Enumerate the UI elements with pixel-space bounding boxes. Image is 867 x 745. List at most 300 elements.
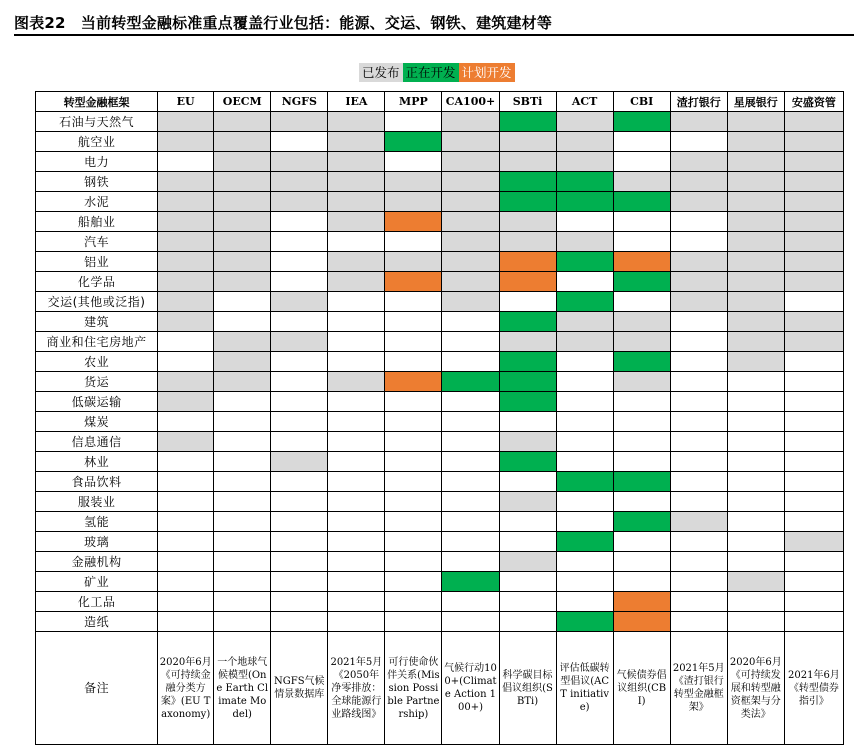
status-cell bbox=[556, 352, 613, 372]
status-cell bbox=[158, 352, 214, 372]
status-cell bbox=[328, 432, 385, 452]
status-cell bbox=[784, 232, 843, 252]
status-cell bbox=[214, 592, 271, 612]
status-cell bbox=[158, 372, 214, 392]
status-cell bbox=[271, 292, 328, 312]
legend bbox=[359, 63, 515, 82]
sector-label: 化学品 bbox=[36, 272, 158, 292]
status-cell bbox=[613, 452, 670, 472]
status-cell bbox=[214, 112, 271, 132]
column-header: CA100+ bbox=[442, 92, 499, 112]
status-cell bbox=[442, 352, 499, 372]
sector-label: 氢能 bbox=[36, 512, 158, 532]
status-cell bbox=[271, 112, 328, 132]
table-row bbox=[36, 452, 844, 472]
status-cell bbox=[727, 112, 784, 132]
status-cell bbox=[556, 312, 613, 332]
status-cell bbox=[385, 452, 442, 472]
status-cell bbox=[328, 492, 385, 512]
status-cell bbox=[784, 532, 843, 552]
status-cell bbox=[385, 572, 442, 592]
column-header: NGFS bbox=[271, 92, 328, 112]
status-cell bbox=[328, 152, 385, 172]
status-cell bbox=[328, 352, 385, 372]
status-cell bbox=[670, 232, 727, 252]
status-cell bbox=[727, 292, 784, 312]
status-cell bbox=[385, 432, 442, 452]
status-cell bbox=[613, 592, 670, 612]
table-row bbox=[36, 532, 844, 552]
status-cell bbox=[727, 612, 784, 632]
status-cell bbox=[158, 312, 214, 332]
status-cell bbox=[613, 252, 670, 272]
table-row bbox=[36, 472, 844, 492]
status-cell bbox=[499, 332, 556, 352]
status-cell bbox=[385, 312, 442, 332]
status-cell bbox=[670, 132, 727, 152]
status-cell bbox=[556, 272, 613, 292]
table-row bbox=[36, 172, 844, 192]
status-cell bbox=[499, 132, 556, 152]
status-cell bbox=[670, 512, 727, 532]
status-cell bbox=[784, 492, 843, 512]
status-cell bbox=[556, 432, 613, 452]
status-cell bbox=[385, 232, 442, 252]
status-cell bbox=[727, 572, 784, 592]
status-cell bbox=[670, 172, 727, 192]
status-cell bbox=[613, 212, 670, 232]
status-cell bbox=[613, 432, 670, 452]
notes-row bbox=[36, 632, 844, 745]
status-cell bbox=[271, 412, 328, 432]
table-row bbox=[36, 572, 844, 592]
note-cell: 2021年6月《转型债券指引》 bbox=[784, 632, 843, 745]
status-cell bbox=[613, 172, 670, 192]
status-cell bbox=[385, 612, 442, 632]
status-cell bbox=[385, 392, 442, 412]
status-cell bbox=[670, 532, 727, 552]
status-cell bbox=[556, 112, 613, 132]
status-cell bbox=[271, 432, 328, 452]
status-cell bbox=[385, 372, 442, 392]
sector-label: 水泥 bbox=[36, 192, 158, 212]
status-cell bbox=[499, 372, 556, 392]
status-cell bbox=[613, 532, 670, 552]
column-header: 渣打银行 bbox=[670, 92, 727, 112]
status-cell bbox=[670, 432, 727, 452]
status-cell bbox=[214, 332, 271, 352]
sector-label: 造纸 bbox=[36, 612, 158, 632]
status-cell bbox=[158, 512, 214, 532]
status-cell bbox=[670, 252, 727, 272]
status-cell bbox=[385, 492, 442, 512]
column-header: CBI bbox=[613, 92, 670, 112]
status-cell bbox=[556, 472, 613, 492]
status-cell bbox=[556, 512, 613, 532]
status-cell bbox=[727, 452, 784, 472]
status-cell bbox=[727, 552, 784, 572]
status-cell bbox=[556, 392, 613, 412]
status-cell bbox=[613, 372, 670, 392]
table-row bbox=[36, 592, 844, 612]
status-cell bbox=[613, 152, 670, 172]
status-cell bbox=[784, 332, 843, 352]
table-row bbox=[36, 132, 844, 152]
status-cell bbox=[556, 492, 613, 512]
table-row bbox=[36, 252, 844, 272]
status-cell bbox=[613, 512, 670, 532]
status-cell bbox=[784, 192, 843, 212]
status-cell bbox=[158, 392, 214, 412]
status-cell bbox=[499, 472, 556, 492]
table-row bbox=[36, 552, 844, 572]
status-cell bbox=[499, 492, 556, 512]
status-cell bbox=[670, 292, 727, 312]
sector-label: 农业 bbox=[36, 352, 158, 372]
table-row bbox=[36, 612, 844, 632]
status-cell bbox=[385, 272, 442, 292]
sector-label: 煤炭 bbox=[36, 412, 158, 432]
status-cell bbox=[613, 412, 670, 432]
figure-title-bar bbox=[14, 10, 854, 36]
status-cell bbox=[727, 592, 784, 612]
sector-label: 化工品 bbox=[36, 592, 158, 612]
status-cell bbox=[670, 612, 727, 632]
table-row bbox=[36, 272, 844, 292]
status-cell bbox=[784, 452, 843, 472]
status-cell bbox=[328, 332, 385, 352]
status-cell bbox=[214, 292, 271, 312]
status-cell bbox=[158, 172, 214, 192]
status-cell bbox=[158, 272, 214, 292]
status-cell bbox=[499, 252, 556, 272]
status-cell bbox=[784, 612, 843, 632]
legend-item: 正在开发 bbox=[403, 63, 459, 82]
status-cell bbox=[670, 392, 727, 412]
status-cell bbox=[727, 132, 784, 152]
status-cell bbox=[499, 612, 556, 632]
status-cell bbox=[271, 312, 328, 332]
status-cell bbox=[670, 592, 727, 612]
status-cell bbox=[214, 572, 271, 592]
status-cell bbox=[727, 532, 784, 552]
status-cell bbox=[385, 212, 442, 232]
column-header: 星展银行 bbox=[727, 92, 784, 112]
status-cell bbox=[214, 232, 271, 252]
status-cell bbox=[499, 152, 556, 172]
status-cell bbox=[442, 332, 499, 352]
status-cell bbox=[271, 152, 328, 172]
note-cell: 2020年6月《可持续金融分类方案》(EU Taxonomy) bbox=[158, 632, 214, 745]
sector-label: 铝业 bbox=[36, 252, 158, 272]
status-cell bbox=[727, 492, 784, 512]
status-cell bbox=[727, 312, 784, 332]
status-cell bbox=[158, 492, 214, 512]
sector-label: 矿业 bbox=[36, 572, 158, 592]
status-cell bbox=[784, 352, 843, 372]
status-cell bbox=[556, 132, 613, 152]
table-row bbox=[36, 372, 844, 392]
status-cell bbox=[556, 552, 613, 572]
status-cell bbox=[556, 332, 613, 352]
status-cell bbox=[442, 252, 499, 272]
note-cell: 评估低碳转型倡议(ACT initiative) bbox=[556, 632, 613, 745]
column-header: 安盛资管 bbox=[784, 92, 843, 112]
status-cell bbox=[271, 172, 328, 192]
status-cell bbox=[727, 172, 784, 192]
status-cell bbox=[328, 372, 385, 392]
table-row bbox=[36, 392, 844, 412]
table-row bbox=[36, 512, 844, 532]
status-cell bbox=[328, 412, 385, 432]
status-cell bbox=[499, 232, 556, 252]
status-cell bbox=[328, 392, 385, 412]
status-cell bbox=[214, 492, 271, 512]
status-cell bbox=[556, 532, 613, 552]
status-cell bbox=[784, 172, 843, 192]
status-cell bbox=[784, 252, 843, 272]
sector-label: 货运 bbox=[36, 372, 158, 392]
status-cell bbox=[328, 112, 385, 132]
status-cell bbox=[385, 292, 442, 312]
status-cell bbox=[271, 232, 328, 252]
status-cell bbox=[442, 152, 499, 172]
status-cell bbox=[556, 192, 613, 212]
status-cell bbox=[158, 612, 214, 632]
status-cell bbox=[670, 452, 727, 472]
status-cell bbox=[385, 192, 442, 212]
sector-label: 交运(其他或泛指) bbox=[36, 292, 158, 312]
status-cell bbox=[499, 532, 556, 552]
status-cell bbox=[328, 232, 385, 252]
status-cell bbox=[271, 492, 328, 512]
status-cell bbox=[271, 192, 328, 212]
status-cell bbox=[271, 372, 328, 392]
status-cell bbox=[784, 372, 843, 392]
status-cell bbox=[727, 192, 784, 212]
status-cell bbox=[442, 492, 499, 512]
status-cell bbox=[556, 372, 613, 392]
status-cell bbox=[158, 152, 214, 172]
status-cell bbox=[214, 132, 271, 152]
status-cell bbox=[385, 592, 442, 612]
status-cell bbox=[670, 112, 727, 132]
status-cell bbox=[556, 292, 613, 312]
table-row bbox=[36, 312, 844, 332]
sector-label: 汽车 bbox=[36, 232, 158, 252]
status-cell bbox=[442, 552, 499, 572]
status-cell bbox=[613, 612, 670, 632]
status-cell bbox=[385, 152, 442, 172]
table-row bbox=[36, 332, 844, 352]
status-cell bbox=[328, 312, 385, 332]
status-cell bbox=[158, 132, 214, 152]
status-cell bbox=[271, 572, 328, 592]
status-cell bbox=[271, 552, 328, 572]
note-cell: 2021年5月《2050年净零排放：全球能源行业路线图》 bbox=[328, 632, 385, 745]
status-cell bbox=[499, 272, 556, 292]
sector-label: 食品饮料 bbox=[36, 472, 158, 492]
status-cell bbox=[670, 372, 727, 392]
status-cell bbox=[499, 552, 556, 572]
table-row bbox=[36, 432, 844, 452]
status-cell bbox=[556, 412, 613, 432]
status-cell bbox=[442, 412, 499, 432]
note-cell: NGFS气候情景数据库 bbox=[271, 632, 328, 745]
status-cell bbox=[385, 552, 442, 572]
status-cell bbox=[727, 392, 784, 412]
status-cell bbox=[271, 212, 328, 232]
sector-label: 玻璃 bbox=[36, 532, 158, 552]
status-cell bbox=[385, 512, 442, 532]
status-cell bbox=[727, 232, 784, 252]
status-cell bbox=[727, 472, 784, 492]
status-cell bbox=[613, 312, 670, 332]
status-cell bbox=[613, 112, 670, 132]
status-cell bbox=[442, 312, 499, 332]
status-cell bbox=[613, 492, 670, 512]
status-cell bbox=[784, 152, 843, 172]
status-cell bbox=[784, 272, 843, 292]
status-cell bbox=[271, 332, 328, 352]
note-cell: 2020年6月《可持续发展和转型融资框架与分类法》 bbox=[727, 632, 784, 745]
status-cell bbox=[271, 272, 328, 292]
sector-label: 服装业 bbox=[36, 492, 158, 512]
status-cell bbox=[328, 532, 385, 552]
sector-label: 信息通信 bbox=[36, 432, 158, 452]
status-cell bbox=[613, 472, 670, 492]
status-cell bbox=[385, 352, 442, 372]
status-cell bbox=[499, 312, 556, 332]
status-cell bbox=[499, 292, 556, 312]
status-cell bbox=[613, 272, 670, 292]
status-cell bbox=[158, 472, 214, 492]
status-cell bbox=[214, 432, 271, 452]
status-cell bbox=[328, 172, 385, 192]
sector-label: 低碳运输 bbox=[36, 392, 158, 412]
status-cell bbox=[613, 572, 670, 592]
status-cell bbox=[442, 112, 499, 132]
status-cell bbox=[385, 112, 442, 132]
status-cell bbox=[499, 192, 556, 212]
status-cell bbox=[670, 332, 727, 352]
status-cell bbox=[613, 392, 670, 412]
status-cell bbox=[556, 252, 613, 272]
status-cell bbox=[556, 152, 613, 172]
status-cell bbox=[784, 292, 843, 312]
status-cell bbox=[784, 312, 843, 332]
table-header-row bbox=[36, 92, 844, 112]
coverage-table bbox=[35, 91, 844, 745]
status-cell bbox=[784, 512, 843, 532]
status-cell bbox=[784, 212, 843, 232]
status-cell bbox=[214, 212, 271, 232]
legend-item: 计划开发 bbox=[459, 63, 515, 82]
status-cell bbox=[670, 192, 727, 212]
status-cell bbox=[727, 332, 784, 352]
note-cell: 科学碳目标倡议组织(SBTi) bbox=[499, 632, 556, 745]
status-cell bbox=[385, 472, 442, 492]
sector-label: 航空业 bbox=[36, 132, 158, 152]
status-cell bbox=[499, 592, 556, 612]
status-cell bbox=[214, 532, 271, 552]
status-cell bbox=[499, 352, 556, 372]
status-cell bbox=[670, 572, 727, 592]
sector-label: 电力 bbox=[36, 152, 158, 172]
status-cell bbox=[385, 412, 442, 432]
table-row bbox=[36, 192, 844, 212]
status-cell bbox=[158, 532, 214, 552]
sector-label: 金融机构 bbox=[36, 552, 158, 572]
column-header: IEA bbox=[328, 92, 385, 112]
status-cell bbox=[385, 132, 442, 152]
status-cell bbox=[499, 572, 556, 592]
status-cell bbox=[784, 432, 843, 452]
status-cell bbox=[271, 532, 328, 552]
status-cell bbox=[442, 392, 499, 412]
status-cell bbox=[556, 212, 613, 232]
status-cell bbox=[158, 112, 214, 132]
status-cell bbox=[442, 512, 499, 532]
notes-label: 备注 bbox=[36, 632, 158, 745]
status-cell bbox=[499, 212, 556, 232]
status-cell bbox=[158, 552, 214, 572]
status-cell bbox=[556, 572, 613, 592]
status-cell bbox=[158, 212, 214, 232]
status-cell bbox=[328, 572, 385, 592]
status-cell bbox=[271, 252, 328, 272]
status-cell bbox=[442, 572, 499, 592]
status-cell bbox=[385, 532, 442, 552]
status-cell bbox=[158, 232, 214, 252]
status-cell bbox=[328, 592, 385, 612]
status-cell bbox=[784, 472, 843, 492]
status-cell bbox=[670, 272, 727, 292]
note-cell: 一个地球气候模型(One Earth Climate Model) bbox=[214, 632, 271, 745]
status-cell bbox=[670, 552, 727, 572]
status-cell bbox=[158, 432, 214, 452]
status-cell bbox=[214, 552, 271, 572]
note-cell: 气候债券倡议组织(CBI) bbox=[613, 632, 670, 745]
status-cell bbox=[670, 152, 727, 172]
column-header: EU bbox=[158, 92, 214, 112]
table-row bbox=[36, 492, 844, 512]
status-cell bbox=[727, 252, 784, 272]
status-cell bbox=[784, 132, 843, 152]
table-row bbox=[36, 112, 844, 132]
status-cell bbox=[670, 212, 727, 232]
status-cell bbox=[328, 192, 385, 212]
status-cell bbox=[214, 452, 271, 472]
note-cell: 气候行动100+(Climate Action 100+) bbox=[442, 632, 499, 745]
status-cell bbox=[670, 412, 727, 432]
legend-item: 已发布 bbox=[359, 63, 403, 82]
table-row bbox=[36, 212, 844, 232]
status-cell bbox=[727, 512, 784, 532]
table-row bbox=[36, 292, 844, 312]
status-cell bbox=[613, 292, 670, 312]
status-cell bbox=[499, 432, 556, 452]
status-cell bbox=[271, 592, 328, 612]
status-cell bbox=[158, 572, 214, 592]
sector-label: 建筑 bbox=[36, 312, 158, 332]
status-cell bbox=[328, 612, 385, 632]
table-row bbox=[36, 152, 844, 172]
status-cell bbox=[442, 532, 499, 552]
sector-label: 钢铁 bbox=[36, 172, 158, 192]
table-row bbox=[36, 232, 844, 252]
status-cell bbox=[214, 312, 271, 332]
